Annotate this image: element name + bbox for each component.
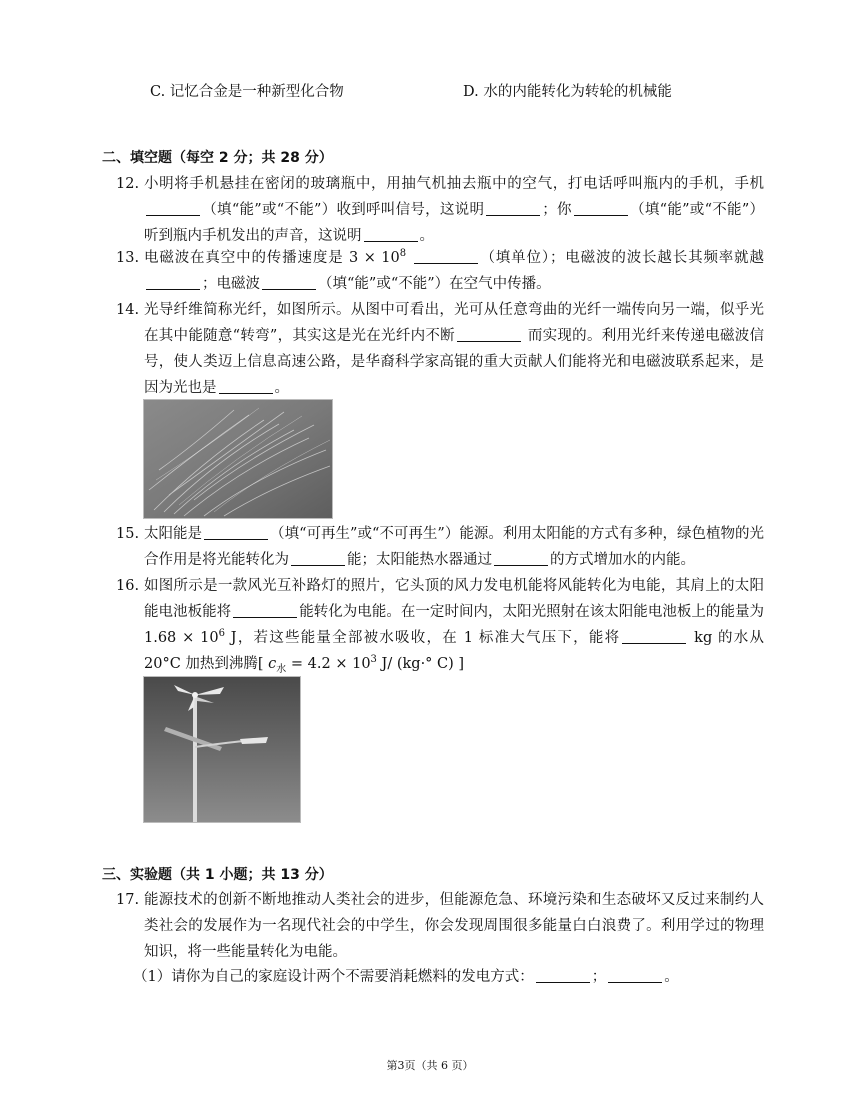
answer-blank[interactable]	[536, 968, 590, 983]
question-13: 13. 电磁波在真空中的传播速度是 $3 \times 10^8$ （填单位）；电磁波的波长越长其频率就越；电磁波 （填“能”或“不能”）在空气中传播。	[116, 245, 764, 297]
question-number: 16.	[116, 578, 140, 594]
question-17: 17. 能源技术的创新不断地推动人类社会的进步，但能源危急、环境污染和生态破坏又反过来制约人类社会的发展作为一名现代社会的中学生，你会发现周围很多能量白白浪费了。利用学过的物理知识，将一些能量转化为电能。	[116, 887, 764, 965]
question-number: 14.	[116, 302, 140, 318]
optical-fiber-photo	[143, 399, 333, 519]
question-number: 13.	[116, 250, 140, 266]
question-number: 17.	[116, 892, 140, 908]
answer-blank[interactable]	[219, 379, 273, 394]
answer-blank[interactable]	[486, 201, 540, 216]
street-lamp-photo	[143, 676, 301, 823]
answer-blank[interactable]	[146, 201, 200, 216]
answer-blank[interactable]	[262, 275, 316, 290]
answer-blank[interactable]	[204, 525, 268, 540]
wind-solar-street-lamp-image	[144, 677, 300, 822]
question-12: 12. 小明将手机悬挂在密闭的玻璃瓶中，用抽气机抽去瓶中的空气，打电话呼叫瓶内的手机，手机（填“能”或“不能”）收到呼叫信号，这说明 ；你 （填“能”或“不能”）听到瓶内手机发出的声音，这说明 。	[116, 171, 764, 249]
section-2-title: 二、填空题（每空 2 分；共 28 分）	[102, 150, 333, 166]
answer-blank[interactable]	[457, 327, 521, 342]
question-number: 12.	[116, 176, 140, 192]
answer-blank[interactable]	[494, 551, 548, 566]
question-14: 14. 光导纤维简称光纤，如图所示。从图中可看出，光可从任意弯曲的光纤一端传向另一端，似乎光在其中能随意“转弯”，其实这是光在光纤内不断 而实现的。利用光纤来传递电磁波信号，使人类迈上信息高速公路，是华裔科学家高锟的重大贡献人们能将光和电磁波联系起来，是因为光也是 。	[116, 297, 764, 401]
question-16: 16. 如图所示是一款风光互补路灯的照片，它头顶的风力发电机能将风能转化为电能，其肩上的太阳能电池板能将 能转化为电能。在一定时间内，太阳光照射在该太阳能电池板上的能量为 $1.68 \times 10^6$ J，若这些能量全部被水吸收，在 1 标准大气压下，能将 kg 的水从 20°C 加热到沸腾[ $c_水 = 4.2 \times 10^3$ J/ (kg·° C) ]	[116, 573, 764, 677]
answer-blank[interactable]	[146, 275, 200, 290]
question-number: 15.	[116, 526, 140, 542]
speed-value: $3 \times 10^8$	[349, 248, 407, 266]
specific-heat-formula: $c_水 = 4.2 \times 10^3$ J/ (kg·° C)	[268, 654, 454, 675]
question-15: 15. 太阳能是 （填“可再生”或“不可再生”）能源。利用太阳能的方式有多种，绿色植物的光合作用是将光能转化为 能；太阳能热水器通过 的方式增加水的内能。	[116, 521, 764, 573]
answer-blank[interactable]	[414, 249, 478, 264]
page-footer: 第3页（共 6 页）	[386, 1059, 474, 1072]
optical-fiber-image	[144, 400, 332, 518]
option-d: D. 水的内能转化为转轮的机械能	[463, 84, 672, 100]
answer-blank[interactable]	[291, 551, 345, 566]
answer-blank[interactable]	[574, 201, 628, 216]
answer-blank[interactable]	[364, 227, 418, 242]
energy-value: $1.68 \times 10^6$ J	[144, 628, 237, 646]
answer-blank[interactable]	[608, 968, 662, 983]
option-c: C. 记忆合金是一种新型化合物	[150, 84, 344, 100]
section-3-title: 三、实验题（共 1 小题；共 13 分）	[102, 867, 333, 883]
answer-blank[interactable]	[622, 629, 686, 644]
question-17-part-1: （1）请你为自己的家庭设计两个不需要消耗燃料的发电方式： ； 。	[133, 969, 679, 985]
answer-blank[interactable]	[233, 603, 297, 618]
